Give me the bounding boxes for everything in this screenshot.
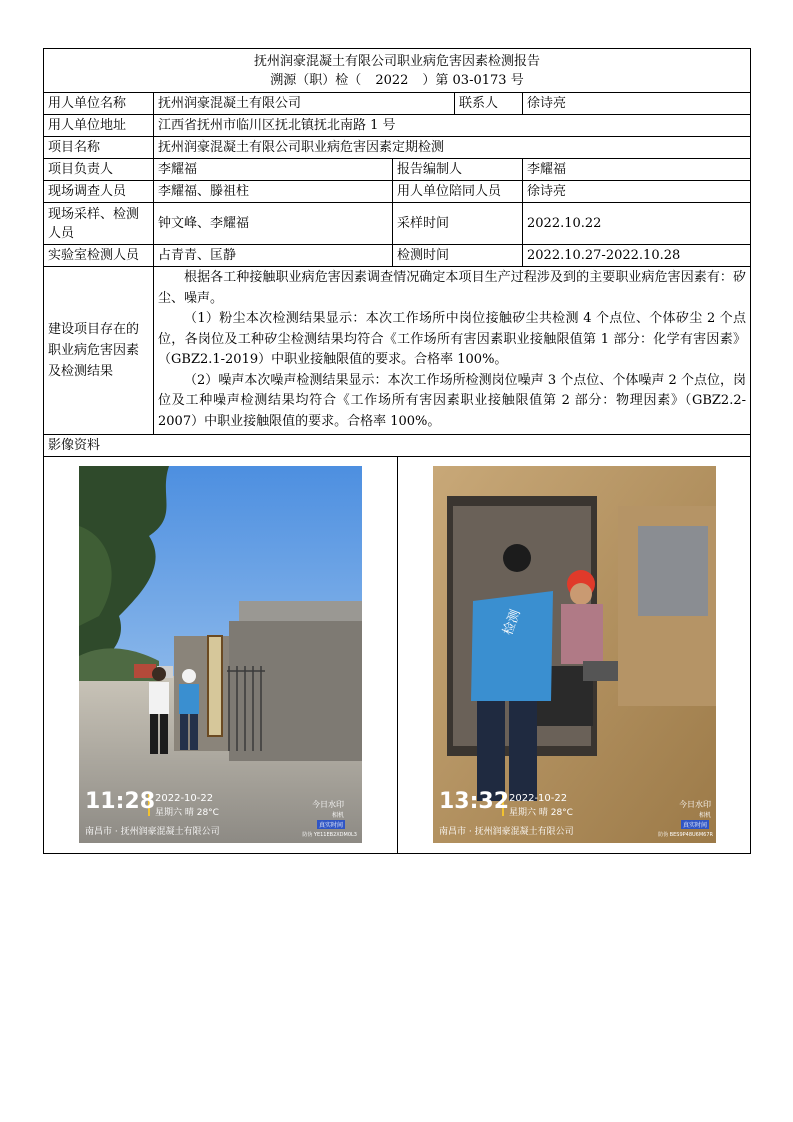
photo-truck-time: 13:32 bbox=[439, 789, 510, 814]
photo-gate bbox=[79, 466, 362, 843]
photo-truck-code: 防伪 BES9P48U6M67R bbox=[658, 832, 713, 838]
project-lead-value: 李耀福 bbox=[154, 159, 393, 180]
sampling-staff-value: 钟文峰、李耀福 bbox=[154, 203, 393, 244]
results-para-1: 根据各工种接触职业病危害因素调查情况确定本项目生产过程涉及到的主要职业病危害因素有：矽尘、噪声。 bbox=[158, 270, 746, 306]
escort-value: 徐诗亮 bbox=[527, 184, 567, 199]
report-year: 2022 bbox=[375, 72, 409, 88]
title-row bbox=[44, 49, 750, 93]
sampling-staff-row bbox=[44, 203, 750, 245]
contact-value: 徐诗亮 bbox=[527, 96, 567, 111]
photo-gate-location: 南昌市 · 抚州润豪混凝土有限公司 bbox=[85, 827, 220, 837]
employer-address-row bbox=[44, 115, 750, 137]
photo-truck-date: 2022-10-22 bbox=[509, 793, 568, 804]
photo-truck-image bbox=[433, 466, 716, 843]
employer-name-label: 用人单位名称 bbox=[44, 93, 154, 114]
contact-label: 联系人 bbox=[455, 93, 523, 114]
employer-address-value: 江西省抚州市临川区抚北镇抚北南路 1 号 bbox=[158, 118, 396, 133]
photo-gate-time: 11:28 bbox=[85, 789, 156, 814]
photo-gate-verified: 真实时间 bbox=[318, 822, 344, 829]
photos-row bbox=[44, 457, 750, 853]
lab-staff-label: 实验室检测人员 bbox=[44, 245, 154, 266]
report-number-suffix: ）第 03-0173 号 bbox=[422, 72, 524, 88]
project-lead-label: 项目负责人 bbox=[44, 159, 154, 180]
results-row bbox=[44, 267, 750, 435]
project-name-value: 抚州润豪混凝土有限公司职业病危害因素定期检测 bbox=[158, 140, 445, 155]
photo-truck-watermark: 今日水印 bbox=[679, 800, 711, 809]
photo-gate-code: 防伪 YE11EB2XDM0L3 bbox=[302, 832, 357, 838]
survey-staff-label: 现场调查人员 bbox=[44, 181, 154, 202]
lab-staff-value: 占青青、匡静 bbox=[154, 245, 393, 266]
images-label: 影像资料 bbox=[48, 438, 101, 453]
vest-text: 检测 bbox=[500, 607, 524, 638]
photo-gate-watermark: 今日水印 bbox=[312, 800, 344, 809]
photo-truck-location: 南昌市 · 抚州润豪混凝土有限公司 bbox=[439, 827, 574, 837]
survey-staff-value: 李耀福、滕祖柱 bbox=[154, 181, 393, 202]
sampling-time-label: 采样时间 bbox=[393, 203, 523, 244]
results-label: 建设项目存在的职业病危害因素及检测结果 bbox=[44, 267, 154, 434]
escort-label: 用人单位陪同人员 bbox=[393, 181, 523, 202]
testing-time-value: 2022.10.27-2022.10.28 bbox=[527, 248, 681, 263]
photo-gate-date: 2022-10-22 bbox=[155, 793, 214, 804]
testing-time-label: 检测时间 bbox=[393, 245, 523, 266]
report-author-value: 李耀福 bbox=[527, 162, 567, 177]
sampling-time-value: 2022.10.22 bbox=[527, 216, 602, 231]
photo-truck bbox=[433, 466, 716, 843]
photo-gate-image bbox=[79, 466, 362, 843]
employer-name-row bbox=[44, 93, 750, 115]
employer-name-value: 抚州润豪混凝土有限公司 bbox=[154, 93, 455, 114]
project-name-label: 项目名称 bbox=[44, 137, 154, 158]
photo-truck-weekday: 星期六 晴 28°C bbox=[509, 808, 573, 818]
results-para-3: （2）噪声本次噪声检测结果显示：本次工作场所检测岗位噪声 3 个点位、个体噪声 2 个点位，岗位及工种噪声检测结果均符合《工作场所有害因素职业接触限值第 2 部分：物理因素》（GBZ2.2-2007）中职业接触限值的要求。合格率 100%。 bbox=[158, 372, 746, 429]
employer-address-label: 用人单位地址 bbox=[44, 115, 154, 136]
report-title-text: 抚州润豪混凝土有限公司职业病危害因素检测报告 bbox=[253, 53, 540, 69]
report-number-prefix: 溯源（职）检（ bbox=[270, 72, 362, 88]
images-label-row bbox=[44, 435, 750, 457]
photo-truck-verified: 真实时间 bbox=[682, 822, 708, 829]
results-para-2: （1）粉尘本次检测结果显示：本次工作场所中岗位接触矽尘共检测 4 个点位、个体矽尘 2 个点位，各岗位及工种矽尘检测结果均符合《工作场所有害因素职业接触限值第 1 部分：化学有害因素》（GBZ2.1-2019）中职业接触限值的要求。合格率 100%。 bbox=[158, 311, 746, 367]
report-title bbox=[44, 49, 750, 92]
photo-truck-camera: 相机 bbox=[698, 812, 711, 819]
report-table bbox=[43, 48, 751, 854]
project-name-row bbox=[44, 137, 750, 159]
results-text bbox=[154, 267, 750, 434]
sampling-staff-label: 现场采样、检测人员 bbox=[44, 203, 154, 244]
survey-staff-row bbox=[44, 181, 750, 203]
lab-staff-row bbox=[44, 245, 750, 267]
report-number bbox=[270, 71, 523, 90]
project-lead-row bbox=[44, 159, 750, 181]
photo-gate-weekday: 星期六 晴 28°C bbox=[155, 808, 219, 818]
report-author-label: 报告编制人 bbox=[393, 159, 523, 180]
photo-gate-camera: 相机 bbox=[331, 812, 344, 819]
